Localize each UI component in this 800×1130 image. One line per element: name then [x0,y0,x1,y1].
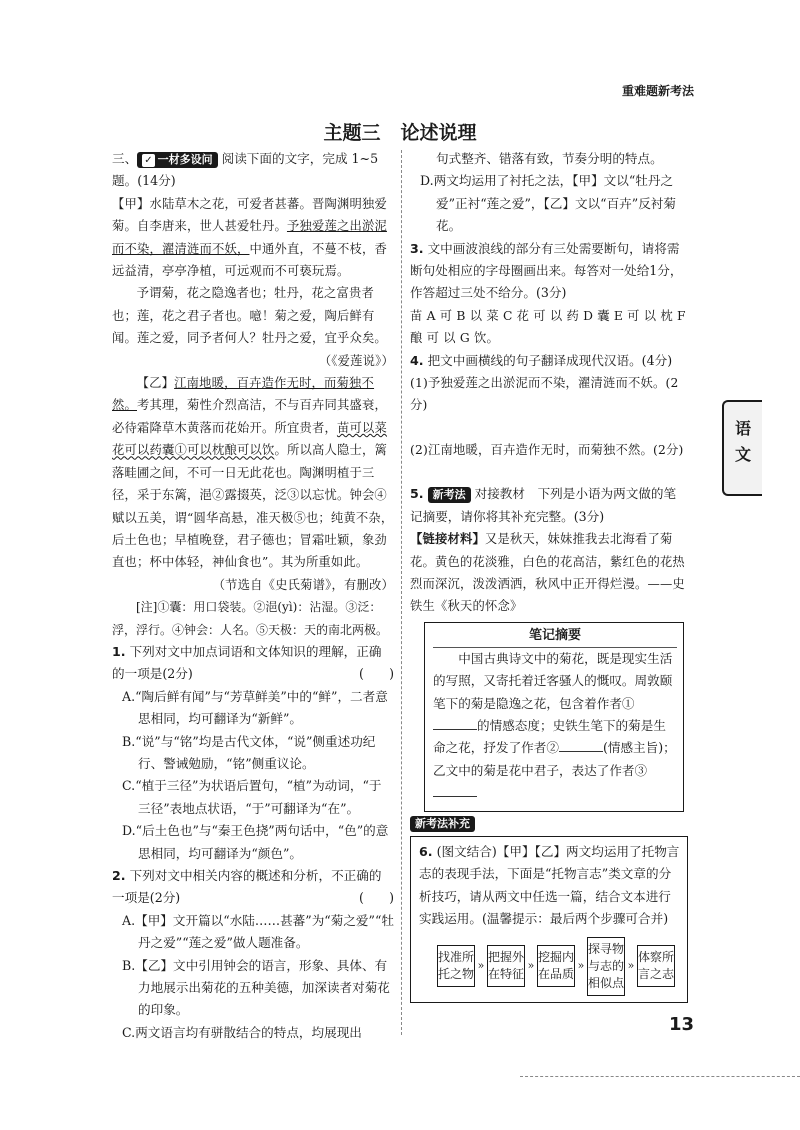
q2-option-c-cont: 句式整齐、错落有致，节奏分明的特点。 [436,151,663,166]
link-label: 【链接材料】 [410,531,485,547]
note-text-a: 中国古典诗文中的菊花，既是现实生活的写照，又寄托着迁客骚人的慨叹。周敦颐笔下的菊是隐逸之花，包含着作者① [433,650,673,711]
jia-text-a: 水陆草木之花，可爱者甚蕃。晋陶渊明独爱菊。自李唐来，世人甚爱牡丹。 [112,196,387,234]
step-2: 把握外在特征 [487,945,525,987]
q3-number: 3. [410,240,424,256]
q1-option-b: B.“说”与“铭”均是古代文体，“说”侧重述功纪行、警诫勉励，“铭”侧重议论。 [122,733,376,771]
q4-text: 把文中画横线的句子翻译成现代汉语。(4分) [427,352,673,368]
subject-side-tab [722,400,762,496]
yi-text-b: 。所以高人隐士，篱落畦圃之间，不可一日无此花也。陶渊明植于三径，采于东篱，浥②露掇英，泛③以忘忧。钟会④赋以五美，谓“圆华高悬，准天极⑤也；纯黄不杂，后土色也；早植晚登，君子德也；冒霜吐颖，象劲直也；杯中体轻，神仙食也”。其为所重如此。 [112,443,394,570]
new-method-tag: 新考法 [428,487,471,503]
step-3: 挖掘内在品质 [537,945,575,987]
q2-option-a: A.【甲】文开篇以“水陆……甚蕃”为“菊之爱”“牡丹之爱”“莲之爱”做人题准备。 [122,912,394,951]
step-5: 体察所言之志 [637,945,675,987]
page-title [0,118,800,145]
supplement-tag: 新考法补充 [410,816,475,832]
q1-option-d: D.“后土色也”与“秦王色挠”两句话中，“色”的意思相同，均可翻译为“颜色”。 [122,823,389,861]
q1-option-a: A.“陶后鲜有闻”与“芳草鲜美”中的“鲜”，二者意思相同，均可翻译为“新鲜”。 [122,688,388,727]
q1-number: 1. [112,643,126,659]
step-1: 找准所托之物 [437,945,475,987]
q2-text: 下列对文中相关内容的概述和分析，不正确的一项是(2分) [112,868,382,906]
annotations: [注]①囊：用口袋装。②浥(yì)：沾湿。③泛：浮，浮行。④钟会：人名。⑤天极：天的南北两极。 [112,600,389,637]
arrow-icon: » [627,958,635,972]
q2-option-b: B.【乙】文中引用钟会的语言，形象、具体、有力地展示出菊花的五种美德，加深读者对菊花的印象。 [122,957,390,1018]
passage-jia-p1 [112,193,394,283]
question-4 [410,350,688,372]
intro-text: 阅读下面的文字，完成 1~5题。(14分) [112,151,379,189]
question-3 [410,238,688,305]
q1-option-c: C.“植于三径”为状语后置句，“植”为动词，“于三径”表地点状语，“于”可翻译为“在”。 [122,778,382,816]
jia-underlined: 予独爱莲之出淤泥而不染，濯清涟而不妖， [112,219,387,256]
question-1 [112,641,394,686]
note-text-c: (情感主旨)；乙文中的菊是花中君子，表达了作者③ [433,740,676,778]
q2-number: 2. [112,868,126,883]
section-label: 重难题新考法 [621,84,694,98]
q5-text: 对接教材 下列是小语为两文做的笔记摘要，请你将其补充完整。(3分) [410,486,677,524]
title-theme: 主题三 [323,122,381,144]
arrow-icon: » [577,958,585,972]
q3-sentence[interactable]: 苗 A 可 B 以 菜 C 花 可 以 药 D 囊 E 可 以 枕 F 酿 可 以 G 饮。 [410,308,686,346]
yi-source: （节选自《史氏菊谱》，有删改） [212,577,394,592]
analysis-steps [437,937,681,996]
q6-number: 6. [419,843,433,859]
blank-3[interactable] [433,796,477,797]
intro-tag-label: 一材多设问 [157,153,213,166]
title-topic: 论述说理 [400,122,477,144]
q5-number: 5. [410,486,424,502]
question-5 [410,483,688,528]
q1-answer-paren[interactable]: ( ) [358,666,394,682]
arrow-icon: » [527,958,535,972]
blank-1[interactable] [433,729,477,730]
yi-wavy: 苗可以菜花可以药囊①可以枕酿可以饮 [112,420,387,458]
page-number: 13 [668,1014,694,1035]
blank-2[interactable] [559,751,603,752]
q4-number: 4. [410,352,424,368]
note-summary-box [424,622,684,812]
yi-underlined: 江南地暖，百卉造作无时，而菊独不然。 [112,376,375,413]
question-6 [419,841,681,931]
q6-text: (图文结合)【甲】【乙】两文均运用了托物言志的表现手法，下面是“托物言志”类文章的分析技巧，请从两文中任选一篇，结合文本进行实践运用。(温馨提示：最后两个步骤可合并) [419,843,680,927]
section-intro [112,148,394,193]
q2-answer-paren[interactable]: ( ) [358,890,394,906]
q2-option-d: D.两文均运用了衬托之法，【甲】文以“牡丹之爱”正衬“莲之爱”，【乙】文以“百卉”反衬菊花。 [420,173,676,234]
intro-prefix: 三、 [112,151,138,166]
passage-yi [112,372,394,592]
note-body [433,648,677,805]
intro-tag [137,152,217,168]
right-column [410,148,688,1003]
left-column [112,148,394,1044]
supplement-box [410,836,688,1003]
arrow-icon: » [477,958,485,972]
yi-label: 【乙】 [136,376,175,391]
note-title: 笔记摘要 [433,625,677,648]
q1-text: 下列对文中加点词语和文体知识的理解，正确的一项是(2分) [112,643,382,682]
q5-link-material [410,528,688,618]
passage-jia-p2 [112,282,394,368]
side-tab-char-2: 文 [734,445,751,464]
jia-source: （《爱莲说》） [318,353,394,368]
column-divider [401,150,402,1035]
q3-text: 文中画波浪线的部分有三处需要断句，请将需断句处相应的字母圈画出来。每答对一处给1分，作答超过三处不给分。(3分) [410,240,683,301]
check-icon: ✓ [144,155,153,166]
q4-sentence-1: (1)予独爱莲之出淤泥而不染，濯清涟而不妖。(2分) [410,376,679,413]
jia-text-b: 中通外直，不蔓不枝，香远益清，亭亭净植，可远观而不可亵玩焉。 [112,241,387,279]
bottom-rule [520,1076,800,1077]
note-text-b: 的情感态度；史铁生笔下的菊是生命之花，抒发了作者② [433,717,666,756]
yi-text-a: 考其理，菊性介烈高洁，不与百卉同其盛衰，必待霜降草木黄落而花始开。所宜贵者， [112,398,387,435]
jia-label: 【甲】 [112,196,150,211]
side-tab-char-1: 语 [734,419,751,438]
question-2 [112,865,394,910]
q4-sentence-2: (2)江南地暖，百卉造作无时，而菊独不然。(2分) [410,442,684,457]
jia-p2-text: 予谓菊，花之隐逸者也；牡丹，花之富贵者也；莲，花之君子者也。噫！菊之爱，陶后鲜有闻。莲之爱，同予者何人？牡丹之爱，宜乎众矣。 [112,286,387,346]
step-4: 探寻物与志的相似点 [587,937,625,996]
link-text: 又是秋天，妹妹推我去北海看了菊花。黄色的花淡雅，白色的花高洁，紫红色的花热烈而深沉，泼泼洒洒，秋风中正开得烂漫。——史铁生《秋天的怀念》 [410,532,685,614]
q2-option-c: C.两文语言均有骈散结合的特点，均展现出 [122,1024,362,1040]
